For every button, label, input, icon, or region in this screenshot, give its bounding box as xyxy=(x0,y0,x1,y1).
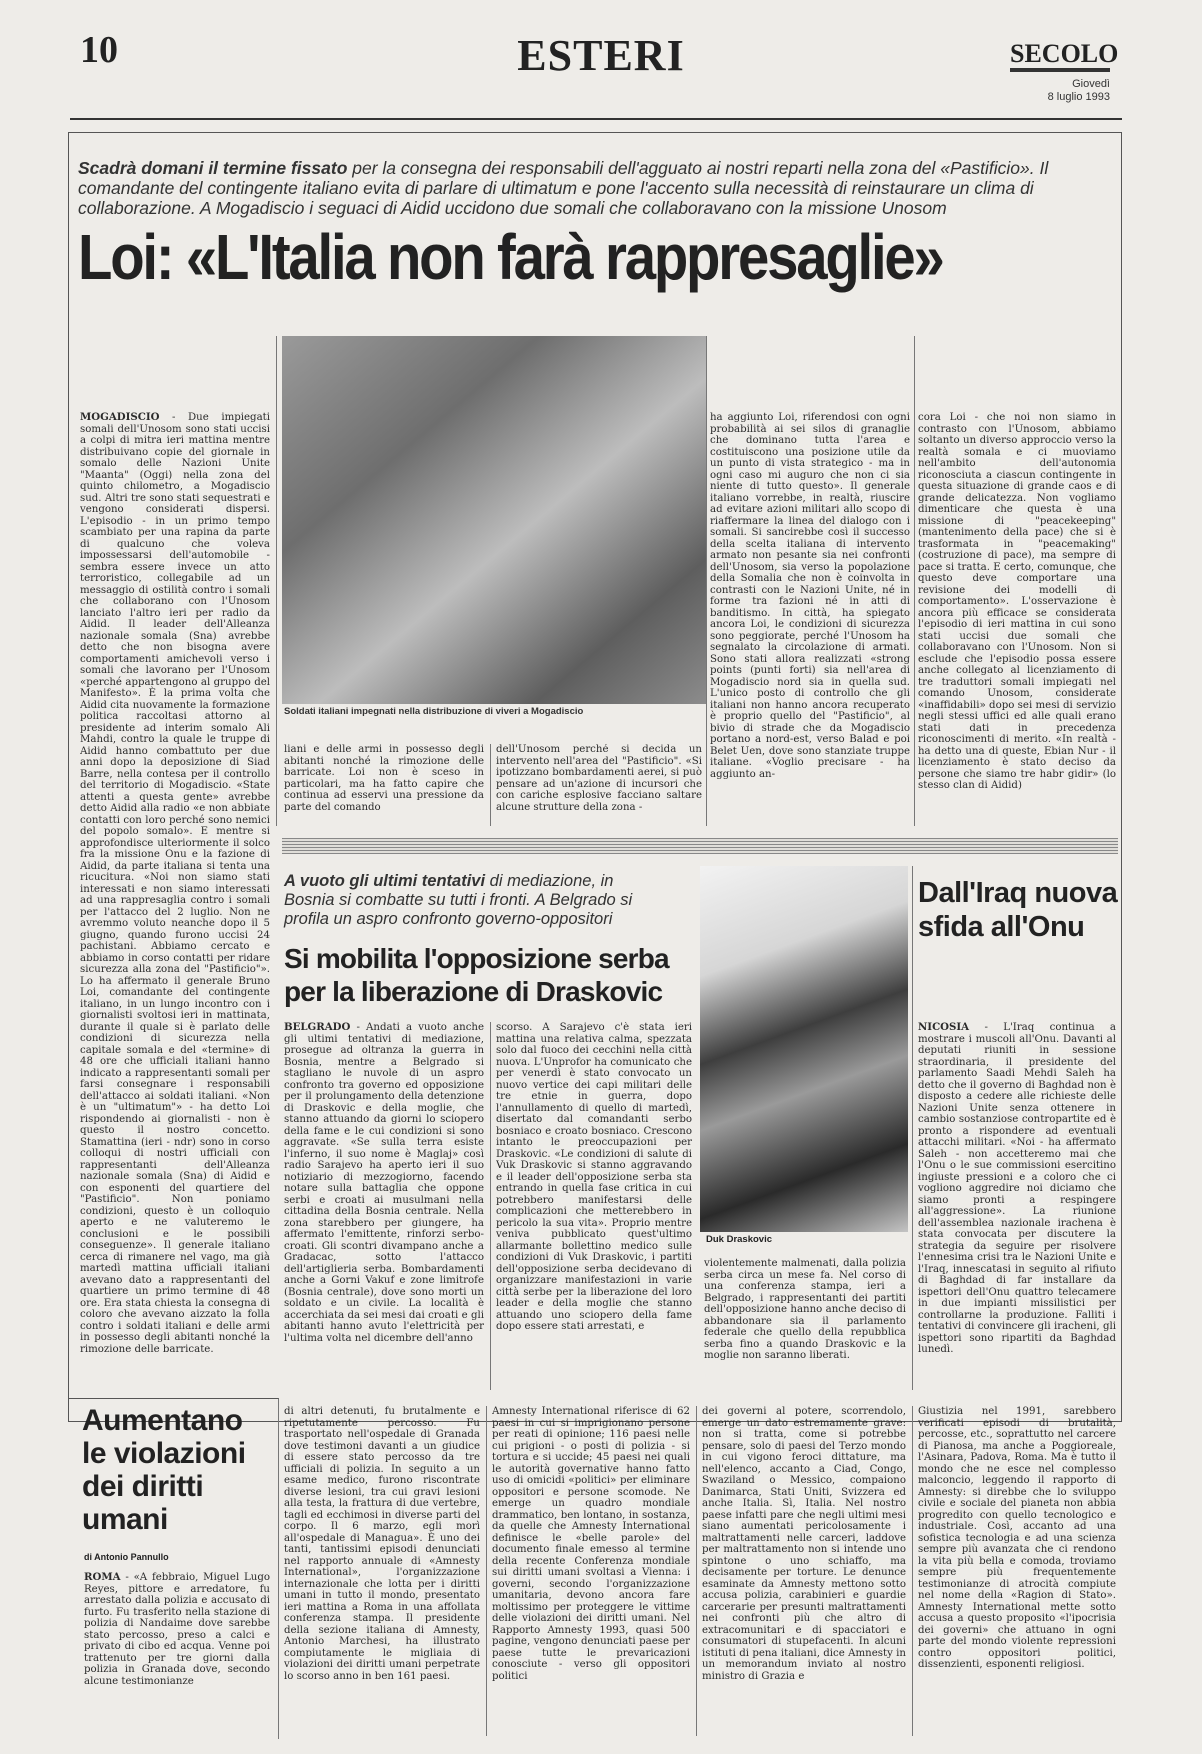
column-divider xyxy=(696,1406,697,1736)
rights-article-col-1 xyxy=(84,1572,270,1732)
draskovic-portrait xyxy=(700,866,908,1232)
top-article-kicker xyxy=(78,158,1108,218)
bosnia-article-col-1 xyxy=(284,1022,484,1390)
rights-col1-text: - «A febbraio, Miguel Lugo Reyes, pittore e arredatore, fu arrestato dalla polizia e accusato di furto. Fu trasferito nella stazione di polizia di Nandaime dove sarebbe stato percosso, preso a calci e privato di cibo ed acqua. Venne poi trattenuto per tre giorni dalla polizia in Granada dove, secondo alcune testimonianze xyxy=(84,1572,270,1687)
bosnia-article-kicker xyxy=(284,872,664,929)
soldiers-photo-caption: Soldati italiani impegnati nella distribuzione di viveri a Mogadiscio xyxy=(284,706,584,717)
page-number: 10 xyxy=(80,29,118,71)
column-divider xyxy=(276,336,277,826)
top-kicker-lead: Scadrà domani il termine fissato xyxy=(78,158,348,178)
dateline-mogadiscio: MOGADISCIO xyxy=(80,412,160,423)
iraq-article-body xyxy=(918,1022,1116,1390)
column-divider xyxy=(912,1406,913,1736)
bosnia-col1-text: - Andati a vuoto anche gli ultimi tentativi di mediazione, prosegue ad oltranza la guerra in Bosnia, mentre a Belgrado si stagliano le nuvole di un aspro confronto tra governo ed opposizione per il prolungamento della detenzione di Draskovic e della moglie, che stanno attuando da giorni lo sciopero della fame e le cui condizioni si sono aggravate. «Se sulla terra esiste l'inferno, il suo nome è Maglaj» così radio Sarajevo ha aperto ieri il suo notiziario di mezzogiorno, facendo notare sulla battaglia che oppone serbi e croati ai musulmani nella cittadina della Bosnia centrale. Nella zona starebbero per giungere, ha affermato l'emittente, rinforzi serbo-croati. Gli scontri divampano anche a Gradacac, sotto l'attacco dell'artiglieria serba. Bombardamenti anche a Gorni Vakuf e zone limitrofe (Bosnia centrale), dove sono morti un soldato e un civile. La località è accerchiata da sei mesi dai croati e gli abitanti hanno avuto l'elettricità per l'ultima volta nel dicembre dell'anno xyxy=(284,1022,484,1344)
rights-article-headline: Aumentano le violazioni dei diritti umani xyxy=(82,1404,246,1536)
column-divider xyxy=(490,744,491,826)
top-kicker-rest: per la consegna dei responsabili dell'agguato ai nostri reparti nella zona del «Pastificio». Il comandante del contingente italiano evita di parlare di ultimatum e pone l'accento sulla necessità di reinstaurare un clima di collaborazione. A Mogadiscio i seguaci di Aidid uccidono due somali che collaboravano con la missione Unosom xyxy=(78,158,1049,218)
column-divider xyxy=(706,336,707,826)
column-divider xyxy=(486,1406,487,1736)
top-article-col-4: ha aggiunto Loi, riferendosi con ogni probabilità ai sei silos di granaglie che dominano tutta l'area e costituiscono una posizione utile da un punto di vista strategico - ma in ogni caso mi auguro che non ci sia niente di tutto questo». Il generale italiano vorrebbe, in realtà, riuscire ad evitare azioni militari allo scopo di riaffermare la linea del dialogo con i somali. Si sancirebbe così il successo della scelta italiana di intervento armato non pesante sia nei confronti dell'Unosom, sia verso la popolazione della Somalia che non è coinvolta in contrasti con le Nazioni Unite, né in forme tra fazioni né in atti di banditismo. In città, ha spiegato ancora Loi, le condizioni di sicurezza sono peggiorate, perché l'Unosom ha segnalato la circolazione di armati. Sono stati allora realizzati «strong points (punti forti) sia nell'area di Mogadiscio nord sia in quella sud. L'unico posto di controllo che gli italiani non hanno ancora recuperato è proprio quello del "Pastificio", al bivio di strade che da Mogadiscio portano a nord-est, verso Balad e poi Belet Uen, dove sono stanziate truppe italiane. «Voglio precisare - ha aggiunto an- xyxy=(710,412,910,780)
top-article-col-2: liani e delle armi in possesso degli abitanti nonché la rimozione delle barricate. Loi non è sceso in particolari, ma ha fatto capire che continua ad esservi una pressione da parte del comando xyxy=(284,744,484,813)
column-divider xyxy=(490,1022,491,1390)
top-col1-text: - Due impiegati somali dell'Unosom sono stati uccisi a colpi di mitra ieri mattina mentre distribuivano copie del giornale in somalo delle Nazioni Unite "Maanta" (Oggi) nella zona del quinto chilometro, a Mogadiscio sud. Altri tre sono stati sequestrati e vengono considerati dispersi. L'episodio - in un primo tempo scambiato per una rapina da parte di qualcuno che voleva impossessarsi dell'automobile - sembra essere invece un atto terroristico, collegabile ad un messaggio di ostilità contro i somali che collaborano con l'Unosom lanciato l'altro ieri per radio da Aidid. Il leader dell'Alleanza nazionale somala (Sna) avrebbe detto che non bisogna avere comportamenti amichevoli verso i somali che lavorano per l'Unosom «perché appartengono al gruppo del Manifesto». È la prima volta che Aidid cita nuovamente la formazione politica raccoltasi attorno al presidente ad interim somalo Ali Mahdi, contro la quale le truppe di Aidid hanno combattuto per due anni dopo la deposizione di Siad Barre, nella contesa per il controllo del territorio di Mogadiscio. «State attenti a questa gente» avrebbe detto Aidid alla radio «e non abbiate contatti con loro perché sono nemici del popolo somalo». E mentre si approfondisce ulteriormente il solco fra la missione Onu e la fazione di Aidid, da parte italiana si tenta una ricucitura. «Noi non siamo stati interessati e non siamo interessati ad una rappresaglia contro i somali per l'attacco del 2 luglio. Non ne avremmo voluto neanche dopo il 5 giugno, quando furono uccisi 24 pachistani. Abbiamo cercato e abbiamo in corso contatti per ridare sicurezza alla zona del "Pastificio"». Lo ha affermato il generale Bruno Loi, comandante del contingente italiano, in un lungo incontro con i giornalisti svoltosi ieri in mattinata, durante il quale si è parlato delle condizioni di sicurezza nella capitale somala e del «termine» di 48 ore che ufficiali italiani hanno indicato a rappresentanti somali per farsi consegnare i responsabili dell'attacco ai soldati italiani. «Non è un "ultimatum"» - ha detto Loi rispondendo ai giornalisti - non è questo il nostro concetto. Stamattina (ieri - ndr) sono in corso colloqui di nostri ufficiali con rappresentanti dell'Alleanza nazionale somala (Sna) di Aidid e con esponenti del quartiere del "Pastificio". Non poniamo condizioni, questo è un colloquio aperto e ne valuteremo le conclusioni e le possibili conseguenze». Il generale italiano cerca di rimanere nel vago, ma già martedì mattina ufficiali italiani avevano dato a rappresentanti del quartiere un primo termine di 48 ore. Era stata chiesta la consegna di coloro che avevano aizzato la folla contro i soldati italiani e delle armi in possesso degli abitanti nonché la rimozione delle barricate. xyxy=(80,412,270,1355)
issue-day: Giovedì xyxy=(1072,78,1110,90)
masthead-logo: SECOLO xyxy=(1010,40,1110,72)
section-title: ESTERI xyxy=(517,31,685,80)
draskovic-photo-caption: Duk Draskovic xyxy=(706,1234,773,1245)
top-article-col-3: dell'Unosom perché si decida un intervento nell'area del "Pastificio". «Si ipotizzano bombardamenti aerei, si può pensare ad un'azione di incursori che con cariche esplosive facciano saltare alcune strutture della zona - xyxy=(496,744,702,813)
dateline-roma: ROMA xyxy=(84,1572,121,1583)
issue-full-date: 8 luglio 1993 xyxy=(1047,91,1110,103)
top-article-col-5: cora Loi - che noi non siamo in contrasto con l'Unosom, abbiamo soltanto un diverso approccio verso la realtà somala e ci muoviamo nell'ambito dell'autonomia riconosciuta a ciascun contingente in questa situazione di grande caos e di grande delicatezza. Non vogliamo dimenticare che questa è una missione di "peacekeeping" (mantenimento della pace) che si è trasformata in "peacemaking" (costruzione di pace), ma sempre di pace si tratta. E certo, comunque, che questo deve comportare una revisione dei modelli di comportamento». L'osservazione è ancora più efficace se considerata l'episodio di ieri mattina in cui sono stati uccisi due somali che collaboravano con l'Unosom. Non si esclude che l'episodio possa essere anche collegato al licenziamento di tre traduttori somali impiegati nel comando Unosom, considerate «inaffidabili» dopo sei mesi di servizio negli stessi uffici ed alle quali erano stati dati in precedenza riconoscimenti di merito. «In realtà - ha detto una di queste, Ebian Nur - il licenziamento è stato deciso da persone che siamo tre habr gidir» (lo stesso clan di Aidid) xyxy=(918,412,1116,791)
rights-article-col-3: Amnesty International riferisce di 62 paesi in cui si imprigionano persone per reati di opinione; 116 paesi nelle cui prigioni - o posti di polizia - si tortura e si uccide; 45 paesi nei quali le autorità governative hanno fatto uso di omicidi «politici» per eliminare oppositori e persone scomode. Ne emerge un quadro mondiale drammatico, ben lontano, in sostanza, da quelle che Amnesty International definisce le «belle parole» del documento finale emesso al termine della recente Conferenza mondiale sui diritti umani svoltasi a Vienna: i governi, secondo l'organizzazione umanitaria, devono ancora fare moltissimo per proteggere le vittime delle violazioni dei diritti umani. Nel Rapporto Amnesty 1993, quasi 500 pagine, vengono denunciati paese per paese tutte le prevaricazioni conosciute - verso gli oppositori politici xyxy=(492,1406,690,1682)
bosnia-article-headline: Si mobilita l'opposizione serba per la liberazione di Draskovic xyxy=(284,943,669,1007)
soldiers-photo xyxy=(282,336,706,704)
column-divider xyxy=(914,336,915,826)
rights-article-byline: di Antonio Pannullo xyxy=(84,1552,169,1562)
issue-date xyxy=(1000,78,1110,104)
bosnia-kicker-lead: A vuoto gli ultimi tentativi xyxy=(284,872,486,890)
column-divider xyxy=(912,866,913,1390)
dateline-belgrado: BELGRADO xyxy=(284,1022,351,1033)
dateline-nicosia: NICOSIA xyxy=(918,1022,970,1033)
header-rule xyxy=(70,118,1122,120)
bosnia-kicker-rest: di mediazione, in Bosnia si combatte su tutti i fronti. A Belgrado si profila un aspro confronto governo-oppositori xyxy=(284,872,633,928)
section-separator xyxy=(282,838,1118,854)
bosnia-article-col-2: scorso. A Sarajevo c'è stata ieri mattina una relativa calma, spezzata solo dal fuoco dei cecchini nella città nuova. L'Unprofor ha comunicato che per venerdì è stato convocato un nuovo vertice dei capi militari delle tre etnie in guerra, dopo l'annullamento di quello di martedì, disertato dal comandanti serbo bosniaco e croato bosniaco. Crescono intanto le preoccupazioni per Draskovic. «Le condizioni di salute di Vuk Draskovic si stanno aggravando e il leader dell'opposizione serba sta entrando in quella fase critica in cui potrebbero manifestarsi delle complicazioni che metterebbero in pericolo la sua vita». Proprio mentre veniva pubblicato quest'ultimo allarmante bollettino medico sulle condizioni di Vuk Draskovic, i partiti dell'opposizione serba decidevano di organizzare manifestazioni in varie città serbe per la liberazione del loro leader e della moglie che stanno attuando uno sciopero della fame dopo essere stati arrestati, e xyxy=(496,1022,692,1332)
top-article-col-1 xyxy=(80,412,270,1412)
rights-article-col-2: di altri detenuti, fu brutalmente e ripetutamente percosso. Fu trasportato nell'ospedale di Granada dove testimoni davanti a un giudice di essere stato percosso da tre ufficiali di polizia. In seguito a un esame medico, furono riscontrate diverse lesioni, tra cui gravi lesioni alla testa, la frattura di due vertebre, tagli ed ecchimosi in diverse parti del corpo. Il 6 marzo, egli morì all'ospedale di Managua». È uno dei tanti, tantissimi episodi denunciati nel rapporto annuale di «Amnesty International», l'organizzazione internazionale che lotta per i diritti umani in tutto il mondo, presentato ieri mattina a Roma in una affollata conferenza stampa. Il presidente della sezione italiana di Amnesty, Antonio Marchesi, ha illustrato compiutamente le migliaia di violazioni dei diritti umani perpetrate lo scorso anno in ben 161 paesi. xyxy=(284,1406,480,1682)
bosnia-article-col-3: violentemente malmenati, dalla polizia serba circa un mese fa. Nel corso di una conferenza stampa, ieri a Belgrado, i rappresentanti dei partiti dell'opposizione hanno anche deciso di abbandonare sia il parlamento federale che quello della repubblica serba fino a quando Draskovic e la moglie non saranno liberati. xyxy=(704,1258,906,1361)
iraq-body-text: - L'Iraq continua a mostrare i muscoli all'Onu. Davanti al deputati riuniti in sessione straordinaria, il presidente del parlamento Saadi Mehdi Saleh ha detto che il governo di Baghdad non è disposto a cedere alle richieste delle Nazioni Unite senza ottenere in cambio sostanziose contropartite ed è pronto a rispondere ad eventuali attacchi militari. «Noi - ha affermato Saleh - non accetteremo mai che l'Onu o le sue commissioni esercitino ingiuste pressioni e a coloro che ci vogliono aggredire noi diciamo che siamo pronti a respingere all'aggressione». La riunione dell'assemblea nazionale irachena è stata convocata per discutere la strategia da seguire per risolvere l'ennesima crisi tra le Nazioni Unite e l'Iraq, innescatasi in seguito al rifiuto di Baghdad di far installare da ispettori dell'Onu quattro telecamere in due impianti missilistici per controllarne la produzione. Falliti i tentativi di convincere gli iracheni, gli ispettori sono ripartiti da Baghdad lunedì. xyxy=(918,1022,1116,1355)
rights-article-col-5: Giustizia nel 1991, sarebbero verificati episodi di brutalità, percosse, etc., soprattutto nel carcere di Pianosa, ma anche a Poggioreale, l'Asinara, Padova, Roma. Ma è tutto il mondo che ne esce nel complesso malconcio, leggendo il rapporto di Amnesty: si direbbe che lo sviluppo civile e sociale del pianeta non abbia progredito con quello tecnologico e industriale. Così, accanto ad una sofistica tecnologia e ad una scienza sempre più avanzata che ci rendono la vita più bella e comoda, troviamo sempre più frequentemente testimonianze di atrocità compiute nel nome della «Ragion di Stato». Amnesty International mette sotto accusa a questo proposito «l'ipocrisia dei governi» che attuano in ogni parte del mondo violente repressioni contro oppositori politici, dissenzienti, esponenti religiosi. xyxy=(918,1406,1116,1670)
iraq-article-headline: Dall'Iraq nuova sfida all'Onu xyxy=(918,877,1118,943)
rights-article-col-4: dei governi al potere, scorrendolo, emerge un dato estremamente grave: non si tratta, come si potrebbe pensare, solo di paesi del Terzo mondo in cui vigono feroci dittature, ma nell'elenco, accanto a Ciad, Congo, Swaziland o Messico, compaiono Danimarca, Stati Uniti, Svizzera ed anche Italia. Sì, Italia. Nel nostro paese infatti pare che negli ultimi mesi siano aumentati pericolosamente i maltrattamenti nelle carceri, laddove per maltrattamento non si intende uno spintone o uno schiaffo, ma decisamente per torture. Le denunce esaminate da Amnesty mettono sotto accusa polizia, carabinieri e guardie carcerarie per presunti maltrattamenti nei confronti più che altro di extracomunitari e di spacciatori e consumatori di stupefacenti. In alcuni istituti di pena italiani, dice Amnesty in un memorandum inviato al nostro ministro di Grazia e xyxy=(702,1406,906,1682)
top-article-headline: Loi: «L'Italia non farà rappresaglie» xyxy=(78,221,943,293)
